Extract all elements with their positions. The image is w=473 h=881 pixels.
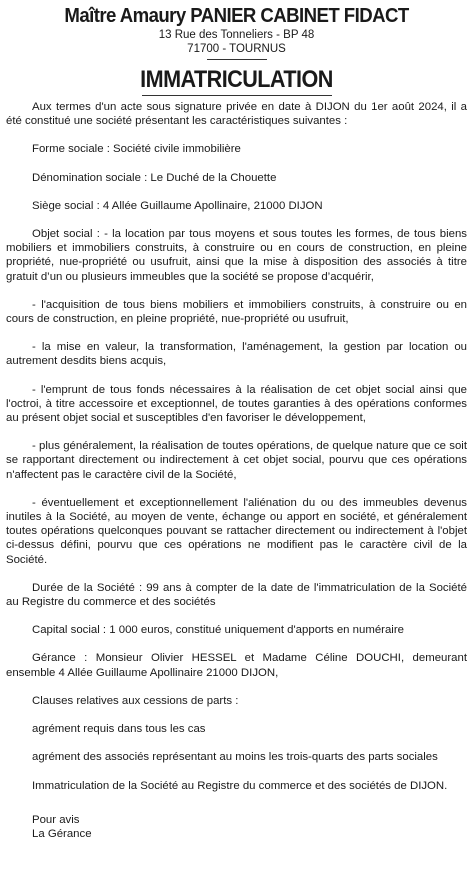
address-line-1: 13 Rue des Tonneliers - BP 48 <box>158 29 315 41</box>
paragraph-mise-en-valeur: - la mise en valeur, la transformation, l'aménagement, la gestion par location ou autrement desdits biens acquis, <box>6 341 467 368</box>
paragraph-clauses: Clauses relatives aux cessions de parts : <box>32 694 239 707</box>
paragraph-agrement-requis: agrément requis dans tous les cas <box>32 723 206 736</box>
notice-title: IMMATRICULATION <box>140 66 333 93</box>
closing-pour-avis: Pour avis <box>32 813 80 826</box>
paragraph-agrement-associes: agrément des associés représentant au moins les trois-quarts des parts sociales <box>32 751 438 764</box>
paragraph-intro: Aux termes d'un acte sous signature privée en date à DIJON du 1er août 2024, il a été constitué une société présentant les caractéristiques suivantes : <box>6 101 467 128</box>
paragraph-denomination: Dénomination sociale : Le Duché de la Chouette <box>32 171 277 184</box>
paragraph-operations: - plus généralement, la réalisation de toutes opérations, de quelque nature que ce soit se rapportant directement ou indirectement à cet objet social, pourvu que ces opérations n'affectent pas le caractère civil de la Société, <box>6 440 467 481</box>
firm-name: Maître Amaury PANIER CABINET FIDACT <box>64 5 409 27</box>
paragraph-alienation: - éventuellement et exceptionnellement l'aliénation du ou des immeubles devenus inutiles à la Société, au moyen de vente, échange ou apport en société, et généralement toutes opérations quelconques pouvant se rattacher directement ou indirectement à l'objet ci-dessus défini, pourvu que ces opérations ne modifient pas le caractère civil de la Société. <box>6 496 467 566</box>
paragraph-gerance: Gérance : Monsieur Olivier HESSEL et Madame Céline DOUCHI, demeurant ensemble 4 Allée Guillaume Apollinaire 21000 DIJON, <box>6 652 467 679</box>
paragraph-immatriculation: Immatriculation de la Société au Registre du commerce et des sociétés de DIJON. <box>32 779 448 792</box>
paragraph-acquisition: - l'acquisition de tous biens mobiliers et immobiliers construits, à construire ou en cours de construction, en pleine propriété, nue-propriété ou usufruit, <box>6 298 467 326</box>
paragraph-objet-social: Objet social : - la location par tous moyens et sous toutes les formes, de tous biens mobiliers et immobiliers construits, à construire ou en cours de construction, en pleine propriété, nue-propriété ou usufruit, ainsi que la mise à disposition des associés à titre gratuit d’un ou plusieurs immeubles que la société se propose d’acquérir, <box>6 228 467 283</box>
paragraph-duree: Durée de la Société : 99 ans à compter de la date de l'immatriculation de la Société au Registre du commerce et des sociétés <box>6 581 467 609</box>
closing-gerance: La Gérance <box>32 827 92 840</box>
paragraph-siege-social: Siège social : 4 Allée Guillaume Apollinaire, 21000 DIJON <box>32 199 323 212</box>
paragraph-forme-sociale: Forme sociale : Société civile immobilière <box>32 143 241 156</box>
paragraph-capital: Capital social : 1 000 euros, constitué uniquement d'apports en numéraire <box>32 624 404 637</box>
title-underline <box>142 95 332 96</box>
notice-body <box>6 100 467 841</box>
address-line-2: 71700 - TOURNUS <box>187 43 286 55</box>
header-divider <box>207 59 267 60</box>
paragraph-emprunt: - l'emprunt de tous fonds nécessaires à la réalisation de cet objet social ainsi que l'octroi, à titre accessoire et exceptionnel, de toutes garanties à des opérations conformes au présent objet social et susceptibles d'en favoriser le développement, <box>6 383 467 425</box>
